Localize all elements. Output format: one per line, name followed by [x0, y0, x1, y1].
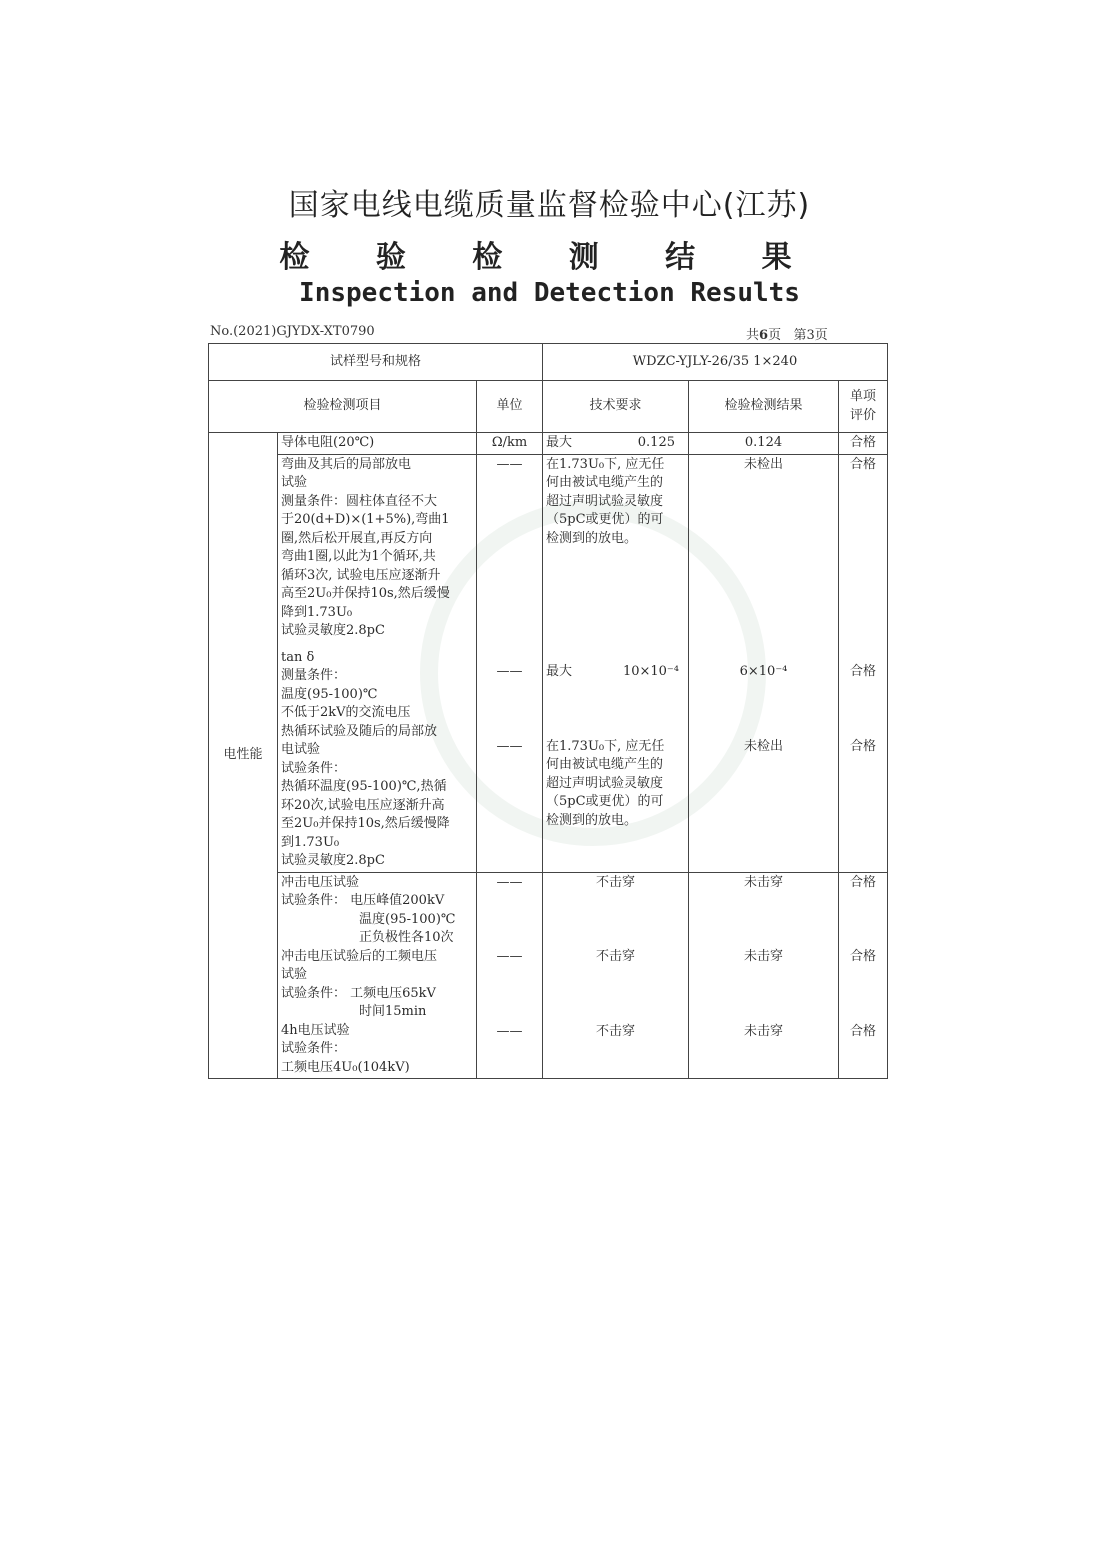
result-cell: 0.124: [689, 433, 839, 455]
spec-label: 试样型号和规格: [209, 344, 543, 381]
eval-cell: 合格: [839, 433, 888, 455]
document-title-en: Inspection and Detection Results: [299, 278, 800, 308]
req-cell: 不击穿 不击穿 不击穿: [543, 872, 689, 1079]
table-row: [209, 872, 888, 1079]
col-unit-header: 单位: [477, 381, 543, 433]
category-cell: 电性能: [209, 433, 278, 1079]
document-number: No.(2021)GJYDX-XT0790: [210, 324, 375, 339]
item-cell: 弯曲及其后的局部放电 试验 测量条件：圆柱体直径不大 于20(d+D)×(1+5%),弯曲1 圈,然后松开展直,再反方向 弯曲1圈,以此为1个循环,共 循环3次, 试验电压应逐渐升 高至2U₀并保持10s,然后缓慢 降到1.73U₀ 试验灵敏度2.8pC tan δ 测量条件： 温度(95-100)℃ 不低于2kV的交流电压 热循环试验及随后的局部放 电试验 试验条件： 热循环温度(95-100)℃,热循 环20次,试验电压应逐渐升高 至2U₀并保持10s,然后缓慢降 到1.73U₀ 试验灵敏度2.8pC: [278, 454, 477, 872]
result-cell: 未检出 6×10⁻⁴ 未检出: [689, 454, 839, 872]
document-title-cn: 检 验 检 测 结 果: [279, 240, 820, 275]
table-row: [209, 454, 888, 872]
unit-cell: Ω/km: [477, 433, 543, 455]
eval-cell: 合格 合格 合格: [839, 454, 888, 872]
header-row: [209, 381, 888, 433]
page-info: 共6页 第3页: [746, 328, 828, 343]
col-eval-header: 单项 评价: [839, 381, 888, 433]
spec-value: WDZC-YJLY-26/35 1×240: [543, 344, 888, 381]
result-cell: 未击穿 未击穿 未击穿: [689, 872, 839, 1079]
eval-cell: 合格 合格 合格: [839, 872, 888, 1079]
results-table: [208, 343, 888, 1079]
col-req-header: 技术要求: [543, 381, 689, 433]
col-item-header: 检验检测项目: [209, 381, 477, 433]
institution-title: 国家电线电缆质量监督检验中心(江苏): [288, 188, 811, 223]
req-cell: 最大 0.125: [543, 433, 689, 455]
req-cell: 在1.73U₀下, 应无任 何由被试电缆产生的 超过声明试验灵敏度 （5pC或更优）的可 检测到的放电。 最大 10×10⁻⁴ 在1.73U₀下, 应无任 何由被试电缆产生的 超过声明试验灵敏度 （5pC或更优）的可 检测到的放电。: [543, 454, 689, 872]
table-row: [209, 433, 888, 455]
col-result-header: 检验检测结果: [689, 381, 839, 433]
unit-cell: —— —— ——: [477, 872, 543, 1079]
item-cell: 冲击电压试验 试验条件： 电压峰值200kV 温度(95-100)℃ 正负极性各10次 冲击电压试验后的工频电压 试验 试验条件： 工频电压65kV 时间15min 4h电压试验 试验条件： 工频电压4U₀(104kV): [278, 872, 477, 1079]
item-cell: 导体电阻(20℃): [278, 433, 477, 455]
unit-cell: —— —— ——: [477, 454, 543, 872]
spec-row: [209, 344, 888, 381]
